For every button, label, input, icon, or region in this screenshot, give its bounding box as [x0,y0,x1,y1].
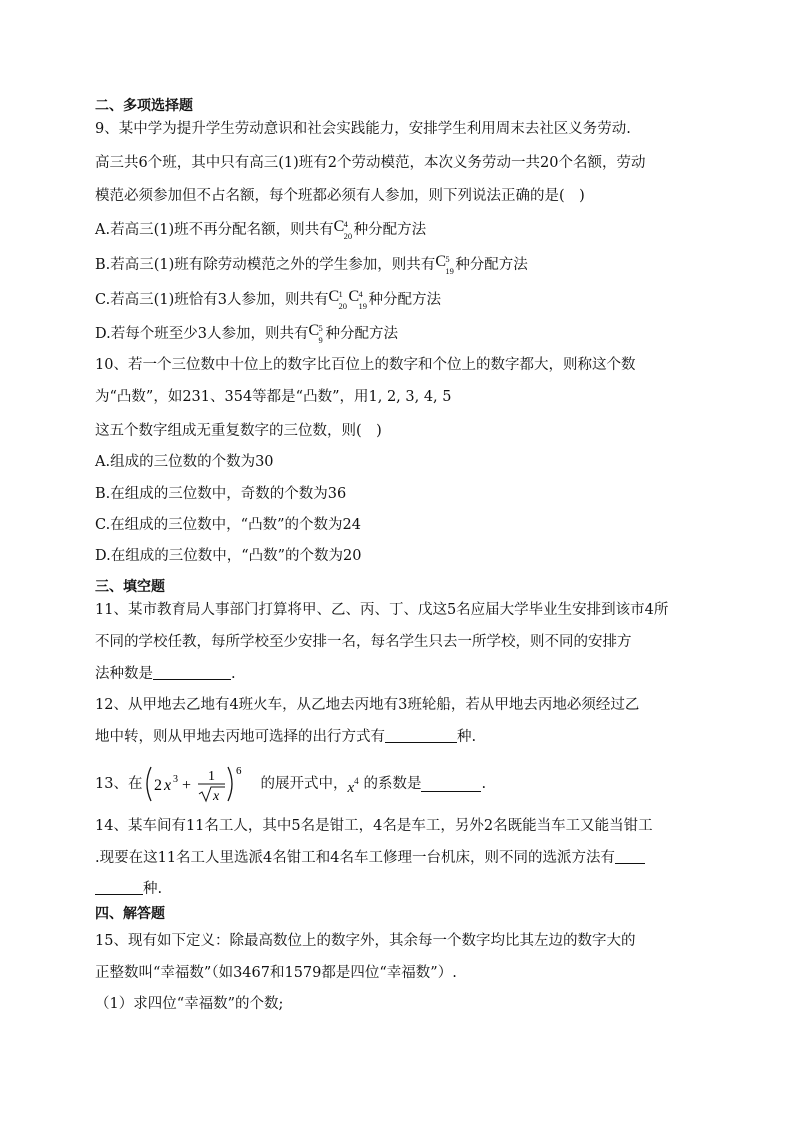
q14-line2 [95,848,645,868]
q9-option-d-text-pre: D.若每个班至少3人参加，则共有 [95,326,309,342]
q14-line1: 14、某车间有11名工人，其中5名是钳工，4名是车工，另外2名既能当车工又能当钳工 [95,818,653,834]
x-var-text: x [164,777,172,794]
answer-blank-part2 [95,880,143,895]
q13-text-end: . [481,776,487,792]
outer-power-text: 6 [236,765,242,777]
q9-option-a-text-pre: A.若高三(1)班不再分配名额，则共有 [95,222,334,238]
q12-line1: 12、从甲地去乙地有4班火车，从乙地去丙地有3班轮船，若从甲地去丙地必须经过乙 [95,697,640,713]
q11-line2: 不同的学校任教，每所学校至少安排一名，每名学生只去一所学校，则不同的安排方 [95,634,632,650]
q15-line2: 正整数叫“幸福数”（如3467和1579都是四位“幸福数”）. [95,965,457,981]
q12-line2-end: 种. [457,729,477,745]
q11-line3-end: . [231,666,236,682]
q13-text-mid: 的展开式中， [260,776,348,792]
section-title-fill-in: 三、填空题 [95,579,165,595]
term-x4: $x^4$ [347,775,359,796]
q9-option-d [95,321,398,344]
q14-line2-text: .现要在这11名工人里选派4名钳工和4名车工修理一台机床，则不同的选派方法有 [95,850,616,866]
binomial-expression [142,763,260,805]
q9-option-c-text-post: 种分配方法 [368,292,441,308]
combination-c1: C 1 20 [328,288,347,311]
q9-stem-line3: 模范必须参加但不占名额，每个班都必须有人参加，则下列说法正确的是( ) [95,188,585,204]
q11-line3-text: 法种数是 [95,666,153,682]
q10-stem-line3: 这五个数字组成无重复数字的三位数，则( ) [95,423,382,439]
section-title-multiple-choice: 二、多项选择题 [95,98,193,114]
combination-b: C 5 19 [435,253,454,276]
x-power-text: 3 [173,774,179,785]
combination-c2: C 4 19 [348,288,367,311]
q13-text-pre: 13、在 [95,776,143,792]
q11-line1: 11、某市教育局人事部门打算将甲、乙、丙、丁、戊这5名应届大学毕业生安排到该市4所 [95,602,669,618]
q13-text-post: 的系数是 [363,776,422,792]
q15-line1: 15、现有如下定义：除最高数位上的数字外，其余每一个数字均比其左边的数字大的 [95,933,636,949]
q9-option-b-text-pre: B.若高三(1)班有除劳动模范之外的学生参加，则共有 [95,257,436,273]
q9-option-b [95,252,528,275]
q9-stem-line2: 高三共6个班，其中只有高三(1)班有2个劳动模范，本次义务劳动一共20个名额，劳动 [95,155,646,171]
coef-text: 2 [154,777,163,794]
q12-line2 [95,727,476,747]
numerator-text: 1 [208,769,216,784]
q11-line3 [95,664,236,684]
q9-option-a-text-post: 种分配方法 [353,222,427,238]
denominator-x-text: x [213,789,220,804]
q14-line3 [95,879,162,899]
q10-option-a: A.组成的三位数的个数为30 [95,454,274,470]
q15-line3: （1）求四位“幸福数”的个数; [95,996,284,1012]
answer-blank-part1 [615,849,645,864]
q9-stem-line1: 9、某中学为提升学生劳动意识和社会实践能力，安排学生利用周末去社区义务劳动. [95,121,631,137]
answer-blank [153,665,231,680]
answer-blank [385,728,457,743]
q10-option-d: D.在组成的三位数中，“凸数”的个数为20 [95,548,362,564]
q10-option-b: B.在组成的三位数中，奇数的个数为36 [95,486,347,502]
q12-line2-text: 地中转，则从甲地去丙地可选择的出行方式有 [95,729,385,745]
q13-line [95,763,487,804]
q9-option-c [95,287,441,310]
answer-blank [421,777,481,792]
combination-a: C 4 20 [333,218,353,241]
section-title-solutions: 四、解答题 [95,906,165,922]
q10-stem-line2: 为“凸数”，如231、354等都是“凸数”，用1, 2, 3, 4, 5 [95,389,452,405]
q9-option-d-text-post: 种分配方法 [325,326,398,342]
q9-option-a [95,217,426,240]
q14-line3-end: 种. [143,881,163,897]
combination-d: C 5 9 [308,322,323,345]
q10-option-c: C.在组成的三位数中，“凸数”的个数为24 [95,517,361,533]
q9-option-b-text-post: 种分配方法 [455,257,528,273]
q10-stem-line1: 10、若一个三位数中十位上的数字比百位上的数字和个位上的数字都大，则称这个数 [95,357,636,373]
q9-option-c-text-pre: C.若高三(1)班恰有3人参加，则共有 [95,292,329,308]
plus-text: + [182,777,192,794]
